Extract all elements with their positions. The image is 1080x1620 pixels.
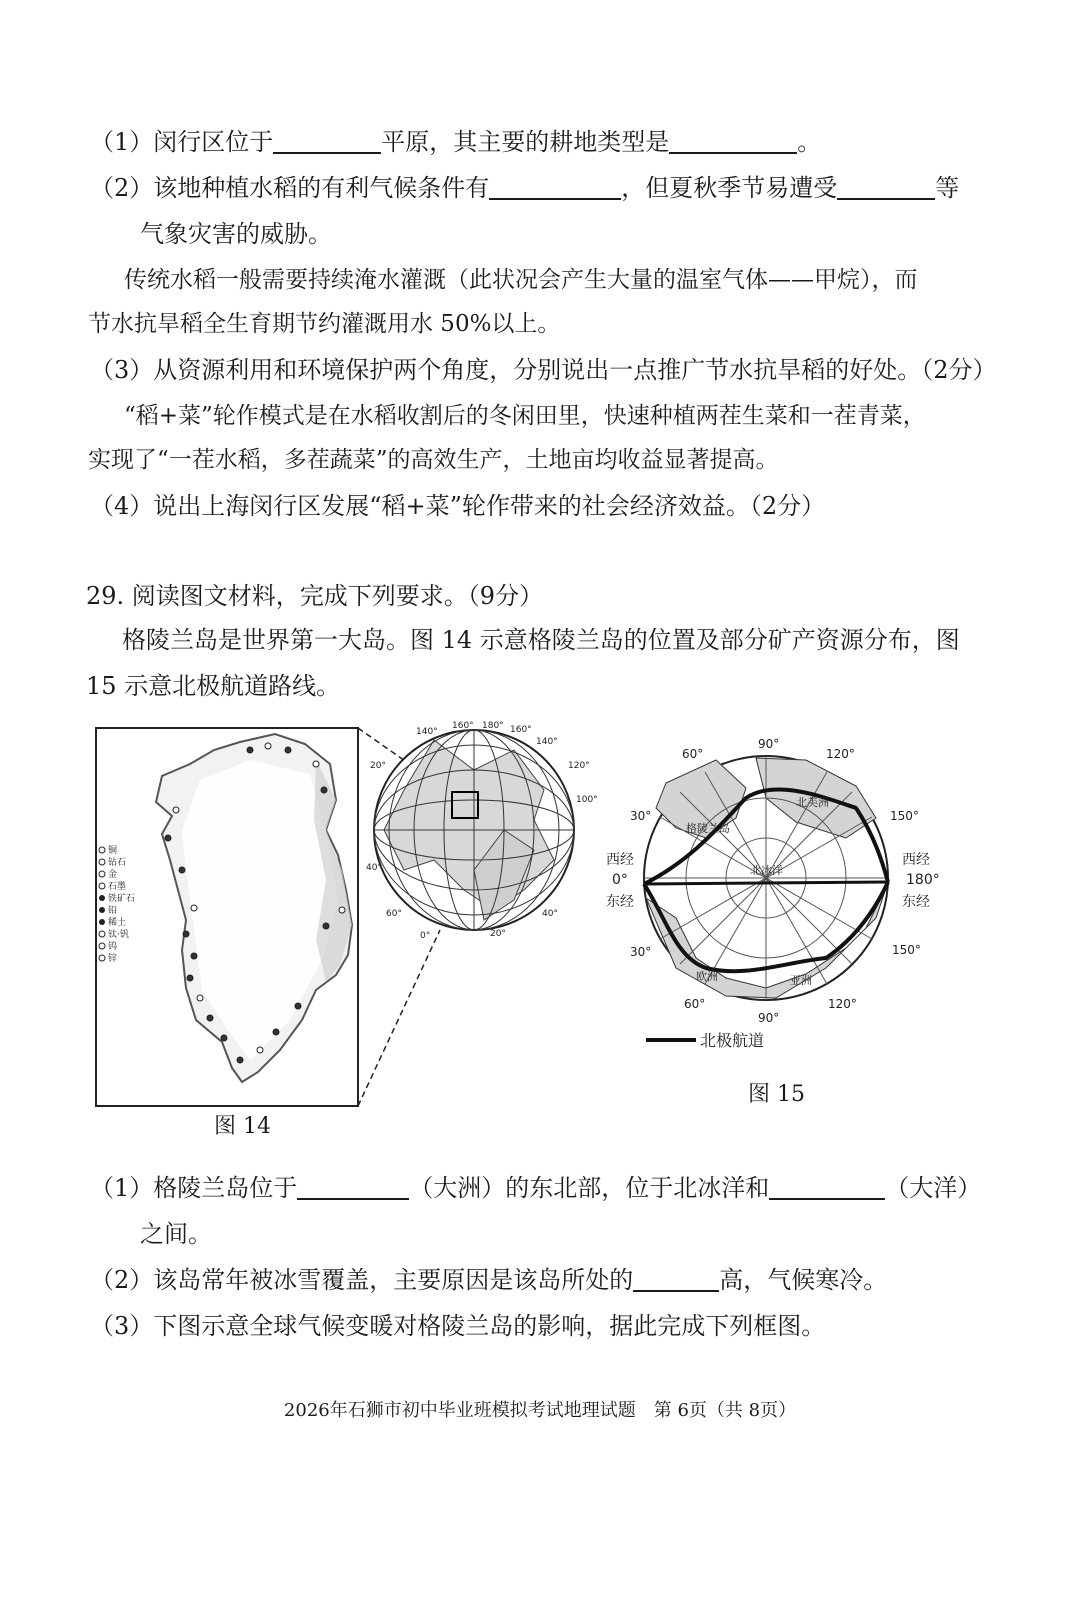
legend-item: 钛·钒: [108, 930, 129, 940]
q28-material2-line1: “稻+菜”轮作模式是在水稻收割后的冬闲田里，快速种植两茬生菜和一茬青菜，: [124, 403, 926, 429]
legend-item: 稀土: [108, 918, 127, 928]
q29-intro-line1: 格陵兰岛是世界第一大岛。图 14 示意格陵兰岛的位置及部分矿产资源分布，图: [122, 626, 960, 654]
legend-item: 金: [108, 870, 118, 880]
answer-blank[interactable]: [837, 172, 935, 200]
svg-text:140°: 140°: [416, 727, 438, 737]
answer-blank[interactable]: [489, 172, 621, 200]
svg-text:180°: 180°: [482, 721, 504, 731]
svg-text:100°: 100°: [576, 795, 598, 805]
svg-text:30°: 30°: [630, 809, 652, 823]
svg-text:90°: 90°: [758, 1011, 780, 1025]
figure-15: [600, 728, 940, 1058]
answer-blank[interactable]: [273, 126, 381, 154]
route-legend-label: 北极航道: [700, 1031, 765, 1050]
q28-material2-line2: 实现了“一茬水稻，多茬蔬菜”的高效生产，土地亩均收益显著提高。: [88, 447, 779, 473]
q28-part3: （3）从资源利用和环境保护两个角度，分别说出一点推广节水抗旱稻的好处。（2分）: [90, 356, 997, 384]
svg-text:40°: 40°: [366, 863, 382, 873]
svg-text:西经: 西经: [902, 852, 930, 868]
globe: [374, 730, 574, 930]
legend-item: 钻石: [108, 858, 127, 868]
svg-text:北美洲: 北美洲: [796, 796, 829, 809]
q29-part2: （2）该岛常年被冰雪覆盖，主要原因是该岛所处的 高，气候寒冷。: [90, 1266, 888, 1294]
q28-material1-line1: 传统水稻一般需要持续淹水灌溉（此状况会产生大量的温室气体——甲烷），而: [124, 267, 918, 293]
figure-14-caption: 图 14: [214, 1114, 271, 1139]
svg-text:150°: 150°: [892, 943, 921, 957]
svg-text:西经: 西经: [606, 852, 634, 868]
svg-text:20°: 20°: [490, 929, 506, 939]
legend-item: 铜: [108, 846, 118, 856]
q29-part1: （1）格陵兰岛位于 （大洲）的东北部，位于北冰洋和 （大洋）: [90, 1174, 982, 1202]
legend-item: 铅: [108, 906, 118, 916]
legend-item: 铁矿石: [108, 894, 136, 904]
answer-blank[interactable]: [769, 1172, 885, 1200]
svg-text:60°: 60°: [682, 747, 704, 761]
svg-text:北冰洋: 北冰洋: [750, 864, 783, 877]
svg-text:东经: 东经: [606, 894, 634, 910]
svg-text:30°: 30°: [630, 945, 652, 959]
svg-text:160°: 160°: [510, 725, 532, 735]
svg-text:格陵兰岛: 格陵兰岛: [686, 822, 730, 835]
legend-item: 石墨: [108, 882, 127, 892]
svg-text:150°: 150°: [890, 809, 919, 823]
svg-text:90°: 90°: [758, 737, 780, 751]
svg-text:东经: 东经: [902, 894, 930, 910]
q29-intro-line2: 15 示意北极航道路线。: [86, 672, 341, 700]
svg-text:0°: 0°: [420, 931, 431, 941]
svg-text:140°: 140°: [536, 737, 558, 747]
svg-text:20°: 20°: [370, 761, 386, 771]
svg-text:160°: 160°: [452, 721, 474, 731]
svg-text:0°: 0°: [612, 872, 628, 888]
answer-blank[interactable]: [633, 1264, 719, 1292]
q29-part3: （3）下图示意全球气候变暖对格陵兰岛的影响，据此完成下列框图。: [90, 1312, 826, 1340]
svg-text:40°: 40°: [542, 909, 558, 919]
svg-text:120°: 120°: [826, 747, 855, 761]
svg-text:120°: 120°: [828, 997, 857, 1011]
svg-text:60°: 60°: [386, 909, 402, 919]
q29-part1-cont: 之间。: [140, 1220, 212, 1248]
q28-material1-line2: 节水抗旱稻全生育期节约灌溉用水 50%以上。: [88, 311, 561, 337]
svg-text:180°: 180°: [906, 872, 940, 888]
q29-heading: 29. 阅读图文材料，完成下列要求。（9分）: [86, 582, 544, 610]
q28-part2: （2）该地种植水稻的有利气候条件有 ，但夏秋季节易遭受 等: [90, 174, 960, 202]
figure-15-caption: 图 15: [748, 1082, 805, 1107]
svg-text:120°: 120°: [568, 761, 590, 771]
svg-text:亚洲: 亚洲: [790, 974, 812, 987]
legend-item: 锌: [108, 954, 118, 964]
svg-text:60°: 60°: [684, 997, 706, 1011]
legend-item: 钨: [108, 942, 118, 952]
svg-text:欧洲: 欧洲: [696, 970, 718, 983]
q28-part2-cont: 气象灾害的威胁。: [140, 220, 332, 248]
figure-14: [90, 720, 598, 1120]
q28-part4: （4）说出上海闵行区发展“稻+菜”轮作带来的社会经济效益。（2分）: [90, 492, 826, 520]
q28-part1: （1）闵行区位于 平原，其主要的耕地类型是 。: [90, 128, 822, 156]
answer-blank[interactable]: [669, 126, 797, 154]
page-footer: 2026年石狮市初中毕业班模拟考试地理试题 第 6页（共 8页）: [283, 1400, 797, 1421]
answer-blank[interactable]: [297, 1172, 409, 1200]
